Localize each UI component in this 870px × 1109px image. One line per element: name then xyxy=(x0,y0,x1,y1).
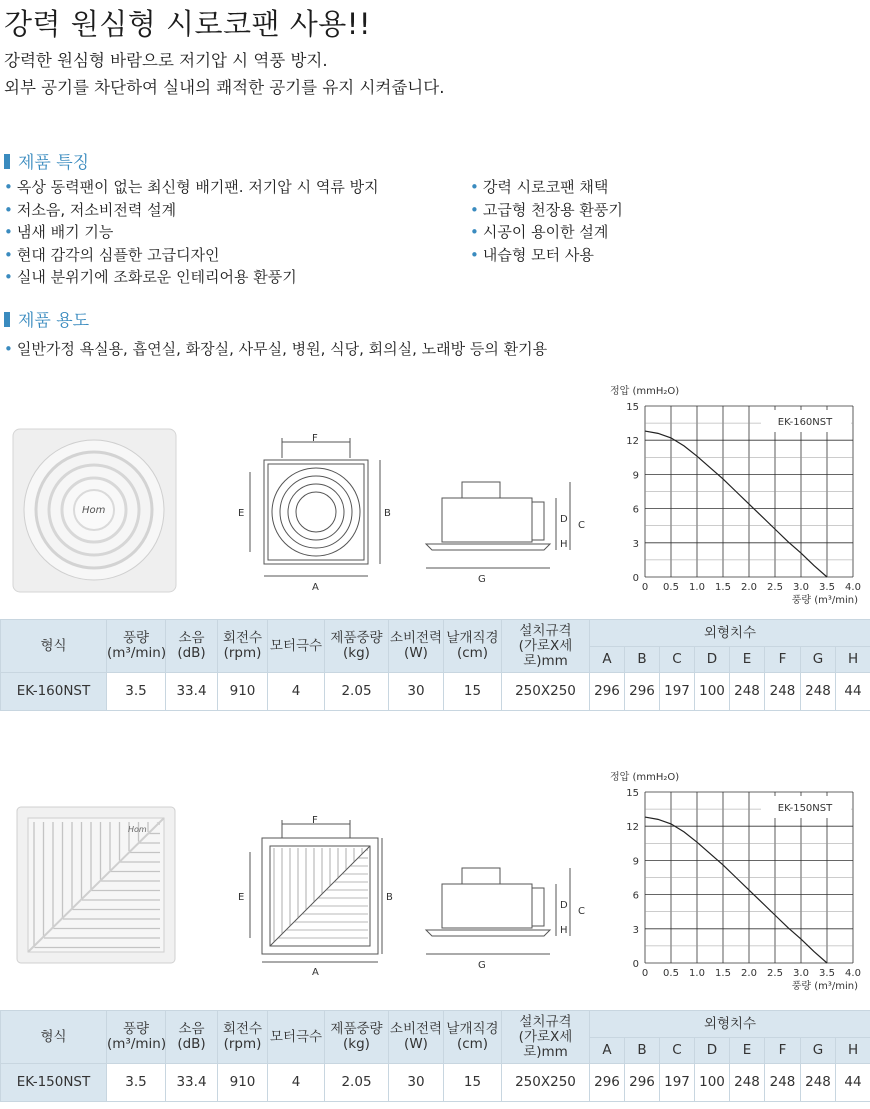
x-tick-label: 1.5 xyxy=(715,968,731,979)
col-airflow-label: 풍량 xyxy=(122,1021,150,1037)
col-install xyxy=(502,1011,590,1064)
x-tick-label: 0.5 xyxy=(663,582,679,593)
feature-item: • 내습형 모터 사용 xyxy=(470,244,623,267)
x-tick-label: 1.5 xyxy=(715,582,731,593)
x-tick-label: 4.0 xyxy=(845,582,861,593)
dim-letter: H xyxy=(836,1038,870,1064)
legend-label: EK-150NST xyxy=(777,803,833,814)
spec-table-ek160 xyxy=(0,619,870,711)
dim-letter: B xyxy=(625,647,660,673)
dim-cell: 197 xyxy=(660,673,695,711)
table-cell: 250X250 xyxy=(502,1064,590,1102)
y-tick-label: 15 xyxy=(626,788,639,799)
page-title: 강력 원심형 시로코팬 사용!! xyxy=(4,7,372,41)
dim-label-c: C xyxy=(578,520,585,531)
dim-cell: 248 xyxy=(801,1064,836,1102)
dim-letter: A xyxy=(590,1038,625,1064)
table-cell: 910 xyxy=(218,1064,268,1102)
y-tick-label: 0 xyxy=(632,573,639,584)
dim-label-d: D xyxy=(560,514,568,525)
side-drawing-ek150 xyxy=(420,856,600,981)
feature-item: • 시공이 용이한 설계 xyxy=(470,221,623,244)
col-power xyxy=(389,620,444,673)
section-bar-icon xyxy=(4,312,10,327)
dim-letter: B xyxy=(625,1038,660,1064)
x-tick-label: 3.5 xyxy=(819,968,835,979)
dim-cell: 44 xyxy=(836,673,870,711)
table-cell: 2.05 xyxy=(325,1064,389,1102)
table-cell: 3.5 xyxy=(107,673,166,711)
col-blade-unit: (cm) xyxy=(456,645,489,661)
x-tick-label: 0.5 xyxy=(663,968,679,979)
dim-cell: 100 xyxy=(695,673,730,711)
col-blade-label: 날개직경 xyxy=(446,1021,499,1037)
col-power xyxy=(389,1011,444,1064)
table-cell: 33.4 xyxy=(166,673,218,711)
y-tick-label: 6 xyxy=(632,504,639,516)
col-weight-label: 제품중량 xyxy=(330,1021,383,1037)
col-rpm-label: 회전수 xyxy=(222,630,263,646)
dim-label-e: E xyxy=(238,892,245,903)
dim-label-g: G xyxy=(478,960,486,971)
col-blade-label: 날개직경 xyxy=(446,630,499,646)
col-airflow xyxy=(107,1011,166,1064)
x-axis-label: 풍량 (m³/min) xyxy=(791,595,858,606)
dim-cell: 248 xyxy=(765,673,801,711)
series-line xyxy=(645,431,827,577)
dim-label-a: A xyxy=(312,967,319,977)
col-poles: 모터극수 xyxy=(268,1011,325,1064)
col-dims: 외형치수 xyxy=(590,1011,870,1038)
table-cell: 910 xyxy=(218,673,268,711)
col-install-unit: (가로X세로)mm xyxy=(518,1028,573,1060)
series-line xyxy=(645,817,827,963)
pressure-flow-chart-ek160 xyxy=(600,380,870,610)
col-noise xyxy=(166,620,218,673)
dim-label-d: D xyxy=(560,900,568,911)
col-blade xyxy=(444,620,502,673)
feature-item: • 실내 분위기에 조화로운 인테리어용 환풍기 xyxy=(4,266,379,289)
legend-label: EK-160NST xyxy=(777,417,833,428)
feature-item: • 저소음, 저소비전력 설계 xyxy=(4,199,379,222)
dim-label-e: E xyxy=(238,508,245,519)
x-tick-label: 0 xyxy=(641,968,649,979)
table-row xyxy=(1,673,870,711)
table-cell: 30 xyxy=(389,673,444,711)
col-blade-unit: (cm) xyxy=(456,1036,489,1052)
col-install xyxy=(502,620,590,673)
dim-label-g: G xyxy=(478,574,486,585)
x-tick-label: 3.0 xyxy=(793,582,809,593)
features-list-right xyxy=(470,176,623,266)
table-row xyxy=(1,1064,870,1102)
dim-letter: D xyxy=(695,647,730,673)
col-poles: 모터극수 xyxy=(268,620,325,673)
col-dims: 외형치수 xyxy=(590,620,870,647)
brand-logo: Hom xyxy=(128,825,147,834)
model-cell: EK-150NST xyxy=(1,1064,107,1102)
dim-label-b: B xyxy=(386,892,393,903)
table-cell: 15 xyxy=(444,1064,502,1102)
y-tick-label: 12 xyxy=(626,822,639,834)
table-cell: 2.05 xyxy=(325,673,389,711)
table-cell: 30 xyxy=(389,1064,444,1102)
col-noise-unit: (dB) xyxy=(177,1036,206,1052)
y-tick-label: 9 xyxy=(632,856,639,868)
x-tick-label: 2.0 xyxy=(741,582,757,593)
y-tick-label: 3 xyxy=(632,924,639,936)
table-cell: 4 xyxy=(268,673,325,711)
x-tick-label: 2.5 xyxy=(767,582,783,593)
features-list-left xyxy=(4,176,379,289)
col-noise xyxy=(166,1011,218,1064)
y-tick-label: 3 xyxy=(632,538,639,550)
dim-label-h: H xyxy=(560,539,568,550)
feature-item: • 옥상 동력팬이 없는 최신형 배기팬. 저기압 시 역류 방지 xyxy=(4,176,379,199)
col-airflow xyxy=(107,620,166,673)
y-tick-label: 6 xyxy=(632,890,639,902)
y-tick-label: 0 xyxy=(632,959,639,970)
table-cell: 250X250 xyxy=(502,673,590,711)
dim-cell: 296 xyxy=(590,1064,625,1102)
dim-label-c: C xyxy=(578,906,585,917)
feature-item: • 현대 감각의 심플한 고급디자인 xyxy=(4,244,379,267)
x-axis-label: 풍량 (m³/min) xyxy=(791,981,858,992)
dim-letter: C xyxy=(660,1038,695,1064)
col-power-label: 소비전력 xyxy=(389,1021,443,1037)
dim-letter: G xyxy=(801,1038,836,1064)
dim-label-f: F xyxy=(312,433,318,444)
features-heading-text: 제품 특징 xyxy=(18,153,90,173)
x-tick-label: 3.0 xyxy=(793,968,809,979)
dim-letter: E xyxy=(730,647,765,673)
dim-label-a: A xyxy=(312,582,319,593)
feature-item: • 냄새 배기 기능 xyxy=(4,221,379,244)
y-tick-label: 12 xyxy=(626,436,639,448)
intro-line-1: 강력한 원심형 바람으로 저기압 시 역풍 방지. xyxy=(4,51,328,70)
dim-cell: 100 xyxy=(695,1064,730,1102)
front-drawing-ek150 xyxy=(232,812,407,977)
col-noise-label: 소음 xyxy=(178,630,205,646)
dim-cell: 296 xyxy=(590,673,625,711)
col-weight-unit: (kg) xyxy=(343,1036,370,1052)
intro-line-2: 외부 공기를 차단하여 실내의 쾌적한 공기를 유지 시켜줍니다. xyxy=(4,78,445,97)
dim-cell: 296 xyxy=(625,673,660,711)
dim-letter: H xyxy=(836,647,870,673)
dim-label-b: B xyxy=(384,508,391,519)
col-airflow-unit: (m³/min) xyxy=(107,645,167,661)
col-power-unit: (W) xyxy=(404,1036,428,1052)
dim-cell: 296 xyxy=(625,1064,660,1102)
y-axis-label: 정압 (mmH₂O) xyxy=(610,772,680,783)
col-weight xyxy=(325,1011,389,1064)
col-weight xyxy=(325,620,389,673)
col-install-unit: (가로X세로)mm xyxy=(518,637,573,669)
col-airflow-unit: (m³/min) xyxy=(107,1036,167,1052)
col-rpm xyxy=(218,1011,268,1064)
dim-label-h: H xyxy=(560,925,568,936)
usage-heading-text: 제품 용도 xyxy=(18,311,90,331)
product-photo-ek150 xyxy=(16,806,176,964)
dim-letter: A xyxy=(590,647,625,673)
usage-item: • 일반가정 욕실용, 흡연실, 화장실, 사무실, 병원, 식당, 회의실, 노래방 등의 환기용 xyxy=(4,338,547,361)
y-tick-label: 9 xyxy=(632,470,639,482)
dim-cell: 44 xyxy=(836,1064,870,1102)
col-model: 형식 xyxy=(1,1011,107,1064)
features-heading xyxy=(4,148,89,173)
dim-letter: D xyxy=(695,1038,730,1064)
x-tick-label: 3.5 xyxy=(819,582,835,593)
dim-letter: E xyxy=(730,1038,765,1064)
col-noise-unit: (dB) xyxy=(177,645,206,661)
col-rpm-unit: (rpm) xyxy=(223,1036,262,1052)
col-rpm xyxy=(218,620,268,673)
y-axis-label: 정압 (mmH₂O) xyxy=(610,386,680,397)
x-tick-label: 1.0 xyxy=(689,968,705,979)
table-cell: 4 xyxy=(268,1064,325,1102)
dim-label-f: F xyxy=(312,815,318,826)
col-weight-label: 제품중량 xyxy=(330,630,383,646)
table-cell: 3.5 xyxy=(107,1064,166,1102)
x-tick-label: 0 xyxy=(641,582,649,593)
feature-item: • 고급형 천장용 환풍기 xyxy=(470,199,623,222)
col-power-unit: (W) xyxy=(404,645,428,661)
pressure-flow-chart-ek150 xyxy=(600,766,870,996)
product-photo-ek160 xyxy=(12,428,177,593)
dim-letter: C xyxy=(660,647,695,673)
section-bar-icon xyxy=(4,154,10,169)
x-tick-label: 4.0 xyxy=(845,968,861,979)
col-noise-label: 소음 xyxy=(178,1021,205,1037)
dim-letter: F xyxy=(765,1038,801,1064)
side-drawing-ek160 xyxy=(420,470,600,595)
front-drawing-ek160 xyxy=(232,430,407,595)
x-tick-label: 2.0 xyxy=(741,968,757,979)
col-install-label: 설치규격 xyxy=(519,1013,572,1030)
feature-item: • 강력 시로코팬 채택 xyxy=(470,176,623,199)
spec-table-ek150 xyxy=(0,1010,870,1102)
usage-list xyxy=(4,338,547,361)
table-cell: 33.4 xyxy=(166,1064,218,1102)
dim-cell: 197 xyxy=(660,1064,695,1102)
model-cell: EK-160NST xyxy=(1,673,107,711)
x-tick-label: 1.0 xyxy=(689,582,705,593)
dim-cell: 248 xyxy=(765,1064,801,1102)
col-weight-unit: (kg) xyxy=(343,645,370,661)
dim-cell: 248 xyxy=(801,673,836,711)
brand-logo: Hom xyxy=(82,505,106,516)
col-install-label: 설치규격 xyxy=(519,622,572,639)
table-cell: 15 xyxy=(444,673,502,711)
col-power-label: 소비전력 xyxy=(389,630,443,646)
dim-letter: F xyxy=(765,647,801,673)
col-rpm-label: 회전수 xyxy=(222,1021,263,1037)
x-tick-label: 2.5 xyxy=(767,968,783,979)
col-model: 형식 xyxy=(1,620,107,673)
dim-cell: 248 xyxy=(730,673,765,711)
y-tick-label: 15 xyxy=(626,402,639,413)
col-blade xyxy=(444,1011,502,1064)
dim-letter: G xyxy=(801,647,836,673)
col-rpm-unit: (rpm) xyxy=(223,645,262,661)
col-airflow-label: 풍량 xyxy=(122,630,150,646)
dim-cell: 248 xyxy=(730,1064,765,1102)
usage-heading xyxy=(4,306,89,331)
